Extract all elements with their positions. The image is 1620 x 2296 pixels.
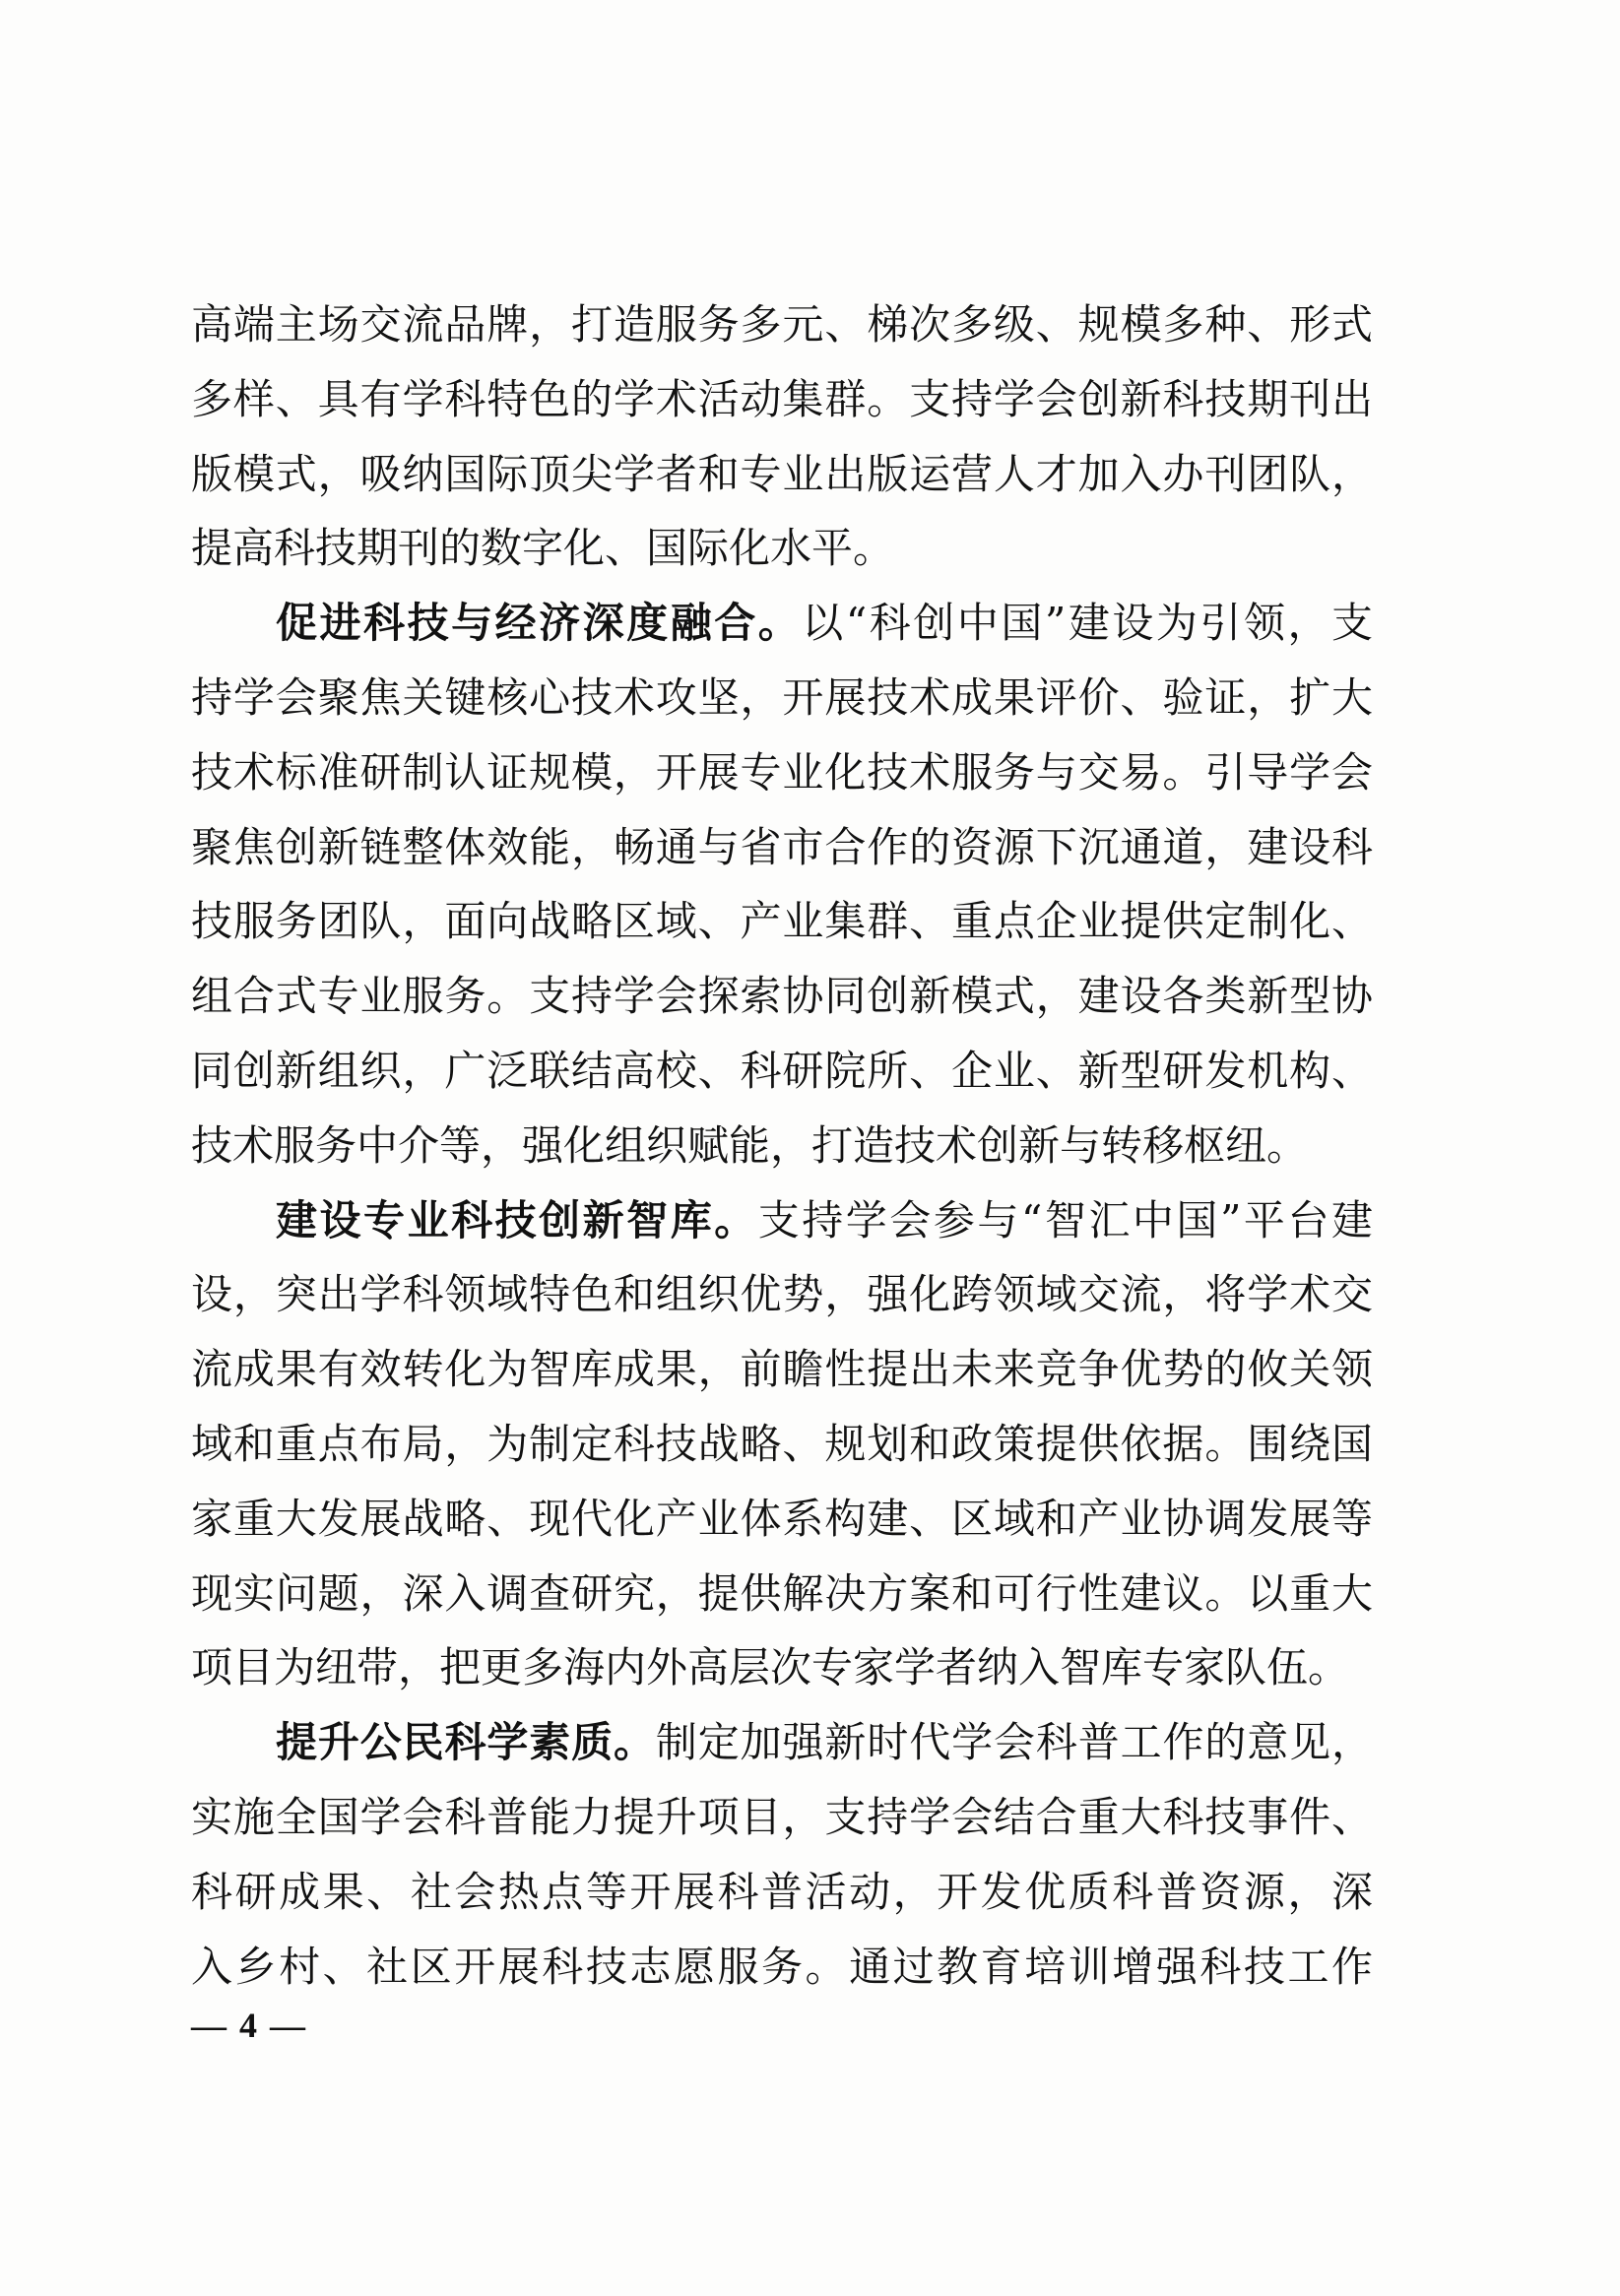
paragraph-first-line — [191, 586, 1373, 661]
text-line: 聚焦创新链整体效能，畅通与省市合作的资源下沉通道，建设科 — [191, 822, 1373, 871]
text-line: 流成果有效转化为智库成果，前瞻性提出未来竞争优势的攸关领 — [191, 1345, 1373, 1394]
body-text — [191, 287, 1373, 2004]
text-line: 实施全国学会科普能力提升项目，支持学会结合重大科技事件、 — [191, 1792, 1373, 1841]
text-line: 家重大发展战略、现代化产业体系构建、区域和产业协调发展等 — [191, 1494, 1373, 1543]
paragraph-first-line — [191, 1705, 1373, 1780]
text-line: 科研成果、社会热点等开展科普活动，开发优质科普资源，深 — [191, 1867, 1373, 1916]
paragraph-heading: 提升公民科学素质。 — [276, 1718, 656, 1767]
text-line: 技术标准研制认证规模，开展专业化技术服务与交易。引导学会 — [191, 747, 1373, 797]
text-run: 以“科创中国”建设为引领，支 — [802, 599, 1373, 648]
text-line: 同创新组织，广泛联结高校、科研院所、企业、新型研发机构、 — [191, 1046, 1373, 1095]
text-line: 域和重点布局，为制定科技战略、规划和政策提供依据。围绕国 — [191, 1419, 1373, 1468]
text-line: 项目为纽带，把更多海内外高层次专家学者纳入智库专家队伍。 — [191, 1643, 1350, 1692]
text-line: 提高科技期刊的数字化、国际化水平。 — [191, 524, 895, 573]
text-line: 持学会聚焦关键核心技术攻坚，开展技术成果评价、验证，扩大 — [191, 672, 1373, 722]
text-line: 入乡村、社区开展科技志愿服务。通过教育培训增强科技工作 — [191, 1942, 1373, 1991]
text-run: 制定加强新时代学会科普工作的意见， — [655, 1718, 1373, 1767]
page-number: — 4 — — [191, 2006, 307, 2045]
text-run: 支持学会参与“智汇中国”平台建 — [757, 1195, 1373, 1244]
text-line: 高端主场交流品牌，打造服务多元、梯次多级、规模多种、形式 — [191, 300, 1373, 349]
text-line: 设，突出学科领域特色和组织优势，强化跨领域交流，将学术交 — [191, 1270, 1373, 1319]
text-line: 版模式，吸纳国际顶尖学者和专业出版运营人才加入办刊团队， — [191, 449, 1373, 498]
text-line: 技服务团队，面向战略区域、产业集群、重点企业提供定制化、 — [191, 897, 1373, 946]
text-line: 技术服务中介等，强化组织赋能，打造技术创新与转移枢纽。 — [191, 1120, 1309, 1170]
text-line: 现实问题，深入调查研究，提供解决方案和可行性建议。以重大 — [191, 1568, 1373, 1618]
paragraph-heading: 促进科技与经济深度融合。 — [276, 599, 803, 648]
paragraph-heading: 建设专业科技创新智库。 — [276, 1195, 758, 1244]
text-line: 组合式专业服务。支持学会探索协同创新模式，建设各类新型协 — [191, 972, 1373, 1021]
paragraph-first-line — [191, 1183, 1373, 1258]
text-line: 多样、具有学科特色的学术活动集群。支持学会创新科技期刊出 — [191, 374, 1373, 423]
